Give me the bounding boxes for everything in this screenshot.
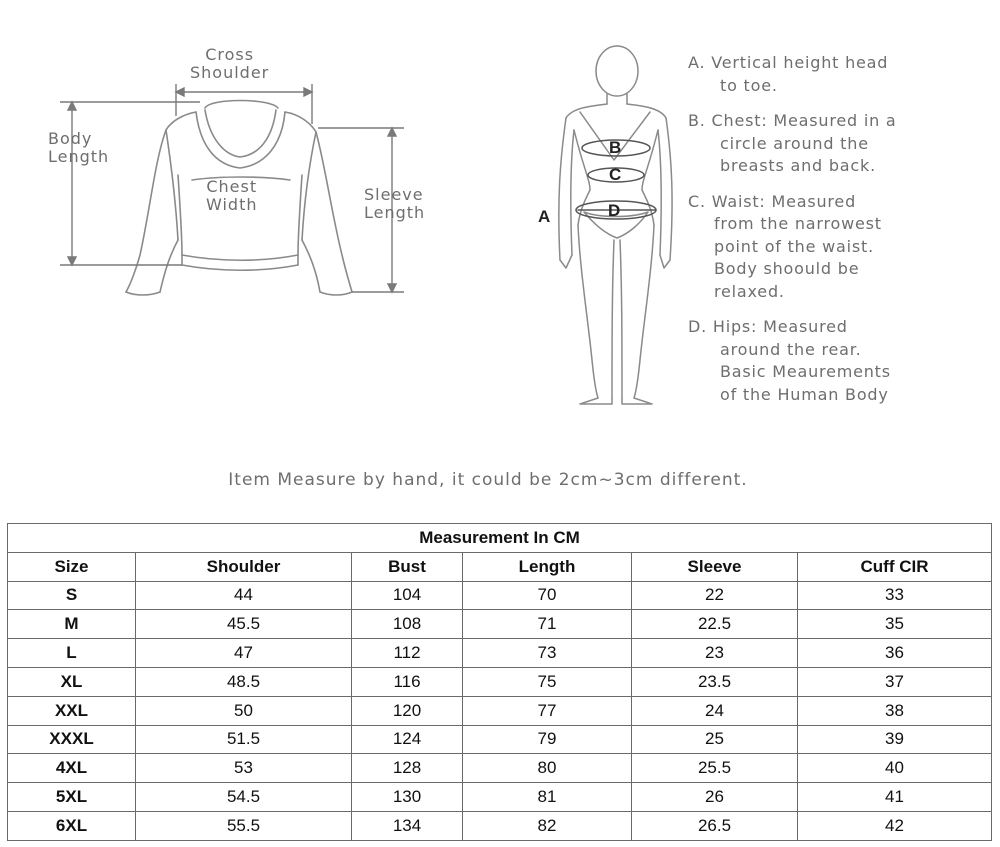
table-header-row xyxy=(8,552,992,581)
cell-sleeve: 24 xyxy=(632,696,798,725)
table-title-row xyxy=(8,524,992,553)
cell-length: 75 xyxy=(463,667,632,696)
cell-length: 70 xyxy=(463,581,632,610)
legend-item-d xyxy=(688,316,988,406)
legend-line: B. Chest: Measured in a xyxy=(688,111,897,130)
cell-sleeve: 23 xyxy=(632,639,798,668)
legend-item-b xyxy=(688,110,988,178)
legend-line: point of the waist. xyxy=(714,236,874,256)
column-header-shoulder: Shoulder xyxy=(136,552,352,581)
cell-shoulder: 48.5 xyxy=(136,667,352,696)
body-length-label: Body Length xyxy=(48,129,110,166)
column-header-sleeve: Sleeve xyxy=(632,552,798,581)
cell-bust: 120 xyxy=(352,696,463,725)
legend-line: Basic Meaurements xyxy=(720,362,891,381)
legend-line: A. Vertical height head xyxy=(688,53,889,72)
cell-bust: 128 xyxy=(352,754,463,783)
cell-cuff-cir: 40 xyxy=(798,754,992,783)
cell-sleeve: 26 xyxy=(632,783,798,812)
cell-sleeve: 22 xyxy=(632,581,798,610)
cell-bust: 116 xyxy=(352,667,463,696)
cell-sleeve: 25.5 xyxy=(632,754,798,783)
size-chart-table xyxy=(7,523,992,841)
measurement-legend xyxy=(688,52,988,419)
cell-bust: 124 xyxy=(352,725,463,754)
column-header-cuff-cir: Cuff CIR xyxy=(798,552,992,581)
legend-line: C. Waist: Measured xyxy=(688,191,857,211)
cell-length: 81 xyxy=(463,783,632,812)
cell-bust: 112 xyxy=(352,639,463,668)
cell-cuff-cir: 39 xyxy=(798,725,992,754)
cell-size: XXL xyxy=(8,696,136,725)
cell-sleeve: 25 xyxy=(632,725,798,754)
cell-size: 6XL xyxy=(8,811,136,840)
cell-cuff-cir: 41 xyxy=(798,783,992,812)
cell-cuff-cir: 38 xyxy=(798,696,992,725)
legend-line: from the narrowest xyxy=(714,214,882,233)
table-row xyxy=(8,667,992,696)
cell-bust: 134 xyxy=(352,811,463,840)
cell-bust: 108 xyxy=(352,610,463,639)
legend-line: circle around the xyxy=(720,133,869,153)
cell-length: 82 xyxy=(463,811,632,840)
cross-shoulder-label: Cross Shoulder xyxy=(190,45,270,82)
column-header-bust: Bust xyxy=(352,552,463,581)
cell-sleeve: 23.5 xyxy=(632,667,798,696)
body-figure-diagram xyxy=(0,0,680,420)
column-header-length: Length xyxy=(463,552,632,581)
cell-shoulder: 50 xyxy=(136,696,352,725)
chest-width-label: Chest Width xyxy=(206,177,258,214)
cell-sleeve: 22.5 xyxy=(632,610,798,639)
cell-shoulder: 44 xyxy=(136,581,352,610)
cell-size: L xyxy=(8,639,136,668)
cell-shoulder: 47 xyxy=(136,639,352,668)
legend-line: of the Human Body xyxy=(720,384,889,404)
cell-shoulder: 54.5 xyxy=(136,783,352,812)
cell-bust: 104 xyxy=(352,581,463,610)
table-row xyxy=(8,696,992,725)
measurement-footnote: Item Measure by hand, it could be 2cm~3cm different. xyxy=(228,470,748,490)
cell-length: 73 xyxy=(463,639,632,668)
cell-size: M xyxy=(8,610,136,639)
legend-line: around the rear. xyxy=(720,339,862,359)
table-row xyxy=(8,754,992,783)
cell-shoulder: 51.5 xyxy=(136,725,352,754)
cell-shoulder: 55.5 xyxy=(136,811,352,840)
cell-shoulder: 45.5 xyxy=(136,610,352,639)
cell-cuff-cir: 35 xyxy=(798,610,992,639)
sleeve-length-label: Sleeve Length xyxy=(364,185,426,222)
size-chart-body xyxy=(8,581,992,840)
table-row xyxy=(8,783,992,812)
table-row xyxy=(8,725,992,754)
cell-length: 77 xyxy=(463,696,632,725)
cell-length: 71 xyxy=(463,610,632,639)
body-letter-b: B xyxy=(609,138,622,157)
column-header-size: Size xyxy=(8,552,136,581)
legend-line: breasts and back. xyxy=(720,156,876,175)
cell-sleeve: 26.5 xyxy=(632,811,798,840)
legend-item-c xyxy=(688,191,988,304)
table-row xyxy=(8,811,992,840)
cell-size: XL xyxy=(8,667,136,696)
cell-size: 5XL xyxy=(8,783,136,812)
table-row xyxy=(8,581,992,610)
cell-cuff-cir: 36 xyxy=(798,639,992,668)
legend-line: D. Hips: Measured xyxy=(688,317,848,336)
legend-line: Body shoould be xyxy=(714,259,860,278)
legend-item-a xyxy=(688,52,988,97)
table-title: Measurement In CM xyxy=(8,524,992,553)
table-row xyxy=(8,610,992,639)
table-row xyxy=(8,639,992,668)
body-letter-c: C xyxy=(609,165,622,184)
legend-line: relaxed. xyxy=(714,281,785,301)
cell-cuff-cir: 42 xyxy=(798,811,992,840)
cell-cuff-cir: 33 xyxy=(798,581,992,610)
legend-line: to toe. xyxy=(720,75,778,95)
cell-size: S xyxy=(8,581,136,610)
cell-length: 79 xyxy=(463,725,632,754)
cell-size: 4XL xyxy=(8,754,136,783)
cell-length: 80 xyxy=(463,754,632,783)
cell-bust: 130 xyxy=(352,783,463,812)
cell-cuff-cir: 37 xyxy=(798,667,992,696)
body-letter-a: A xyxy=(538,207,551,226)
body-letter-d: D xyxy=(608,201,621,220)
cell-size: XXXL xyxy=(8,725,136,754)
cell-shoulder: 53 xyxy=(136,754,352,783)
